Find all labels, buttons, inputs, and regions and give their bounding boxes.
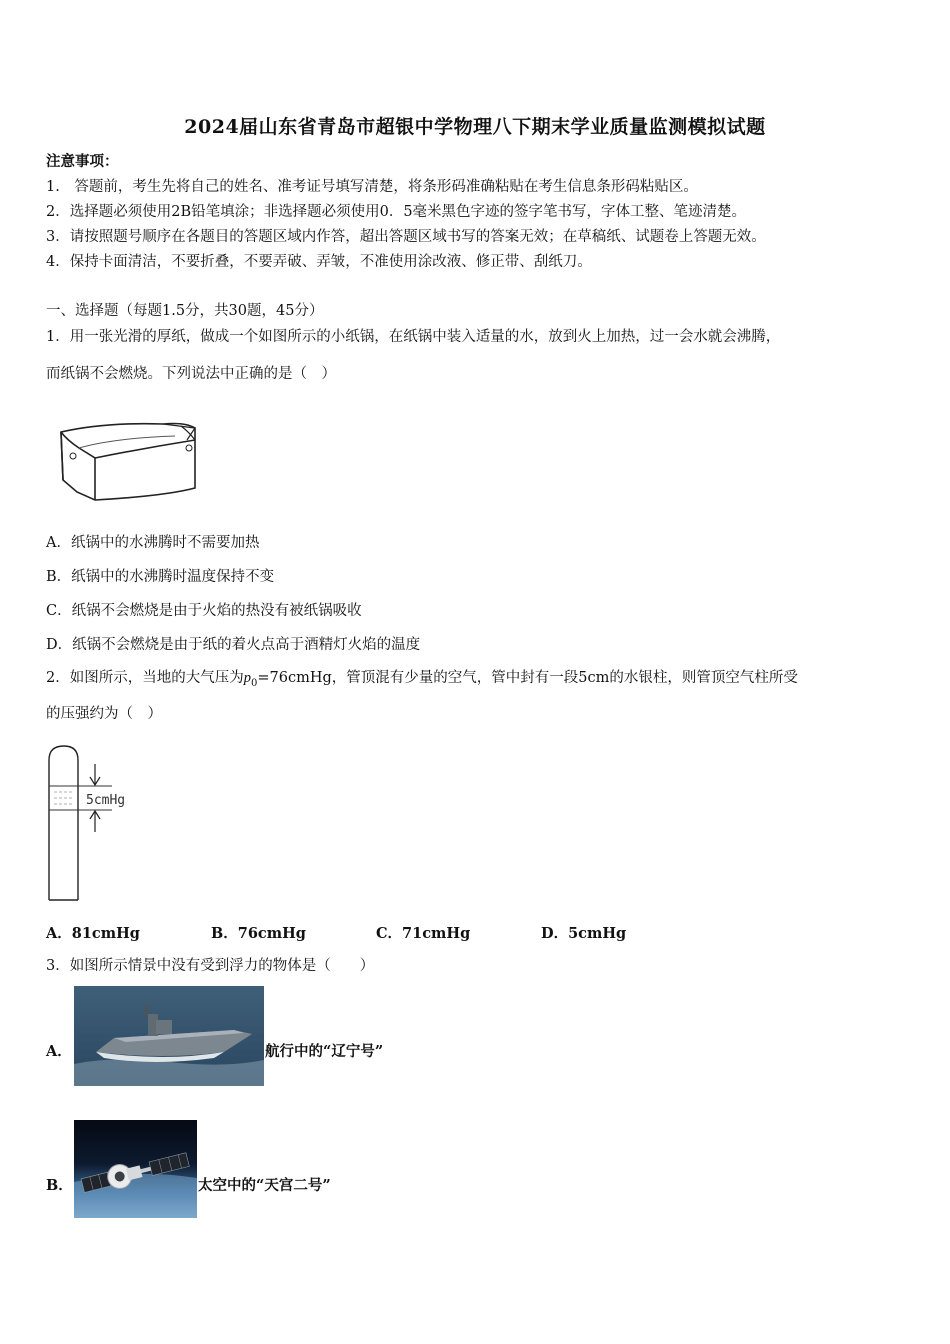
q1-option-d[interactable]: D．纸锅不会燃烧是由于纸的着火点高于酒精灯火焰的温度 [46, 637, 421, 653]
aircraft-carrier-photo [74, 986, 264, 1086]
q2-stem-pre: 2．如图所示，当地的大气压为 [46, 670, 244, 686]
page-title: 2024届山东省青岛市超银中学物理八下期末学业质量监测模拟试题 [184, 116, 766, 138]
notice-item: 1. 答题前，考生先将自己的姓名、准考证号填写清楚，将条形码准确粘贴在考生信息条形码粘贴区。 [46, 179, 698, 195]
q3-option-a-letter[interactable]: A． [46, 1043, 72, 1060]
q2-option-d[interactable]: D．5cmHg [541, 925, 627, 942]
q2-p-subscript: 0 [250, 677, 258, 689]
figure-label-5cmhg: 5cmHg [86, 793, 126, 808]
q1-option-a[interactable]: A．纸锅中的水沸腾时不需要加热 [46, 535, 260, 551]
q3-option-a-text[interactable]: 航行中的“辽宁号” [265, 1043, 384, 1060]
tiangong-2-photo [74, 1120, 197, 1218]
notice-heading: 注意事项： [46, 153, 119, 170]
mercury-tube-figure [42, 742, 152, 904]
q3-option-b-letter[interactable]: B． [46, 1177, 73, 1194]
q2-option-a[interactable]: A．81cmHg [46, 925, 140, 942]
notice-item: 3．请按照题号顺序在各题目的答题区域内作答，超出答题区域书写的答案无效；在草稿纸、试题卷上答题无效。 [46, 229, 766, 245]
q1-option-b[interactable]: B．纸锅中的水沸腾时温度保持不变 [46, 569, 275, 585]
section-heading: 一、选择题（每题1.5分，共30题，45分） [46, 303, 324, 319]
q2-option-b[interactable]: B．76cmHg [211, 925, 306, 942]
q1-stem-line2: 而纸锅不会燃烧。下列说法中正确的是（ ） [46, 366, 336, 382]
q2-stem-line2: 的压强约为（ ） [46, 706, 162, 722]
q2-stem-line1 [46, 668, 798, 694]
q3-stem: 3．如图所示情景中没有受到浮力的物体是（ ） [46, 958, 375, 974]
q2-option-c[interactable]: C．71cmHg [376, 925, 471, 942]
q1-stem-line1: 1．用一张光滑的厚纸，做成一个如图所示的小纸锅，在纸锅中装入适量的水，放到火上加热，过一会水就会沸腾， [46, 329, 781, 345]
q1-option-c[interactable]: C．纸锅不会燃烧是由于火焰的热没有被纸锅吸收 [46, 603, 362, 619]
q2-p-symbol: p [243, 670, 251, 686]
paper-pot-figure [55, 418, 205, 506]
q2-stem-post: =76cmHg，管顶混有少量的空气，管中封有一段5cm的水银柱，则管顶空气柱所受 [257, 670, 798, 686]
notice-item: 4．保持卡面清洁，不要折叠，不要弄破、弄皱，不准使用涂改液、修正带、刮纸刀。 [46, 254, 592, 270]
q3-option-b-text[interactable]: 太空中的“天宫二号” [198, 1177, 331, 1194]
notice-item: 2．选择题必须使用2B铅笔填涂；非选择题必须使用0．5毫米黑色字迹的签字笔书写，字体工整、笔迹清楚。 [46, 204, 747, 220]
